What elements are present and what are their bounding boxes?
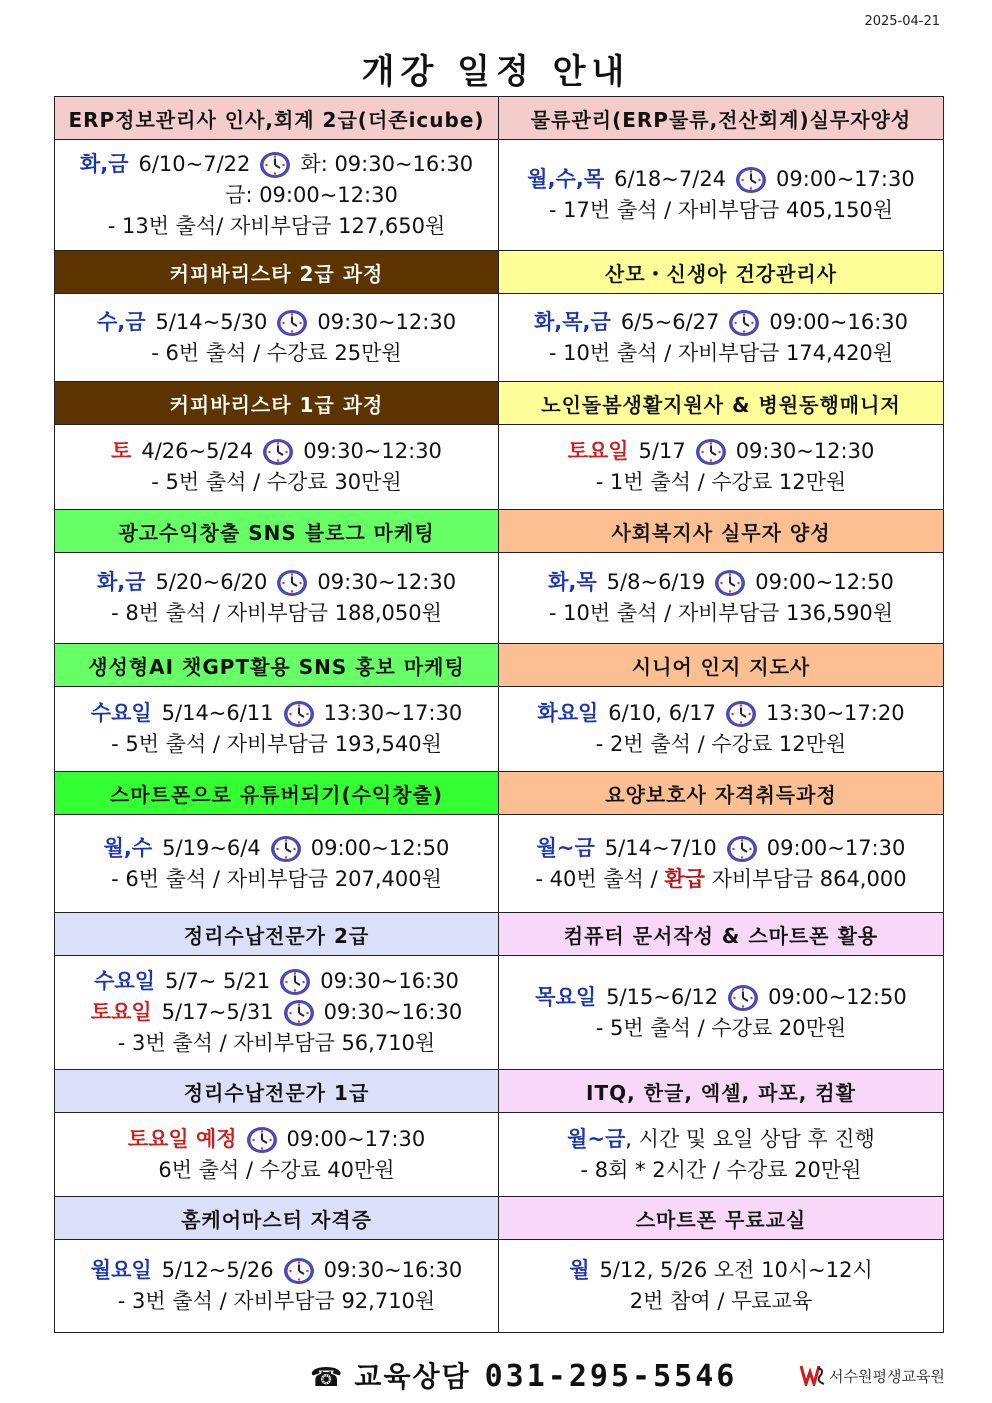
class-time: 09:30~16:30	[323, 1258, 463, 1282]
detail-line	[499, 729, 943, 760]
course-title: ITQ, 한글, 엑셀, 파포, 컴활	[499, 1070, 944, 1113]
fee-info: - 5번 출석 / 수강료 20만원	[595, 1015, 847, 1040]
detail-line	[55, 338, 498, 369]
course-title: 스마트폰 무료교실	[499, 1197, 944, 1240]
course-details	[499, 687, 944, 772]
page-title: 개강 일정 안내	[361, 52, 631, 92]
detail-line	[55, 997, 498, 1028]
logo-mark-icon	[800, 1364, 826, 1390]
course-detail-row	[55, 553, 944, 644]
fee-info: - 5번 출석 / 수강료 30만원	[151, 470, 402, 494]
course-title: 홈케어마스터 자격증	[55, 1197, 499, 1240]
clock-icon	[258, 150, 292, 180]
detail-line	[55, 966, 498, 997]
fee-info: - 8회 * 2시간 / 수강료 20만원	[580, 1157, 862, 1182]
course-details	[499, 1240, 944, 1333]
course-detail-row	[55, 956, 944, 1070]
class-days: 수요일	[94, 969, 155, 993]
course-detail-row	[55, 425, 944, 510]
detail-line	[55, 833, 498, 864]
detail-line	[55, 211, 498, 242]
detail-line	[55, 864, 498, 895]
consultation-label: 교육상담	[354, 1360, 471, 1393]
course-details	[55, 553, 499, 644]
class-days: 월요일	[90, 1258, 152, 1282]
class-period: 6/5~6/27	[620, 309, 720, 334]
detail-line	[55, 1255, 498, 1286]
class-days: 토요일	[90, 1000, 152, 1024]
clock-icon	[694, 437, 728, 467]
detail-line	[499, 307, 943, 338]
class-time: 09:00~17:30	[776, 167, 915, 191]
class-period: 6/10~7/22	[138, 151, 251, 176]
class-period: 4/26~5/24	[141, 439, 254, 463]
class-days: 화,금	[96, 570, 146, 594]
fee-info: - 17번 출석 / 자비부담금 405,150원	[548, 198, 894, 222]
course-detail-row	[55, 140, 944, 251]
course-header-row	[55, 913, 944, 956]
detail-line	[499, 864, 943, 895]
clock-icon	[724, 699, 758, 729]
course-title: ERP정보관리사 인사,회계 2급(더존icube)	[55, 97, 499, 140]
schedule-table	[54, 96, 944, 1333]
class-days: 월,수	[103, 835, 153, 860]
detail-line	[499, 598, 943, 629]
course-header-row	[55, 1070, 944, 1113]
class-days: 수요일	[90, 701, 152, 725]
clock-icon	[261, 437, 295, 467]
fee-info: 2번 참여 / 무료교육	[629, 1289, 813, 1313]
detail-line	[55, 729, 498, 760]
course-title: 노인돌봄생활지원사 & 병원동행매니저	[499, 382, 944, 425]
class-time: 13:30~17:30	[323, 701, 463, 725]
detail-line	[499, 567, 943, 598]
course-details	[55, 425, 499, 510]
clock-icon	[713, 568, 747, 598]
detail-line	[55, 567, 498, 598]
class-period: 5/7~ 5/21	[164, 969, 271, 993]
class-days: 월	[569, 1258, 590, 1282]
class-time: 09:30~12:30	[317, 570, 457, 594]
class-time: 09:00~12:50	[310, 835, 450, 860]
detail-line	[499, 1255, 943, 1286]
fee-info: 6번 출석 / 수강료 40만원	[158, 1157, 395, 1182]
class-days: 화,목	[548, 570, 597, 594]
class-time: 09:30~12:30	[317, 309, 457, 334]
class-period: 5/15~6/12	[606, 984, 719, 1009]
fee-info: - 6번 출석 / 자비부담금 207,400원	[111, 866, 442, 891]
course-title: 생성형AI 챗GPT활용 SNS 홍보 마케팅	[55, 644, 499, 687]
clock-icon	[725, 834, 759, 864]
detail-line	[55, 436, 498, 467]
class-time: 09:00~17:30	[286, 1126, 426, 1151]
class-days: 화요일	[537, 701, 599, 725]
class-days: 토	[111, 439, 132, 463]
course-title: 정리수납전문가 1급	[55, 1070, 499, 1113]
detail-line	[499, 338, 943, 369]
phone-number[interactable]: 031-295-5546	[484, 1359, 738, 1394]
course-detail-row	[55, 294, 944, 382]
fee-info: - 13번 출석/ 자비부담금 127,650원	[107, 213, 446, 238]
detail-line	[499, 195, 943, 226]
detail-line	[55, 1124, 498, 1155]
course-details	[499, 140, 944, 251]
clock-icon	[734, 165, 768, 195]
class-period: 5/20~6/20	[155, 570, 268, 594]
detail-line	[55, 1028, 498, 1059]
phone-icon: ☎	[310, 1363, 345, 1393]
course-title: 광고수익창출 SNS 블로그 마케팅	[55, 510, 499, 553]
clock-icon	[282, 1256, 316, 1286]
course-header-row	[55, 251, 944, 294]
detail-line	[55, 467, 498, 498]
course-detail-row	[55, 687, 944, 772]
class-time: 09:30~16:30	[320, 969, 459, 993]
course-details	[55, 140, 499, 251]
class-days: 월,수,목	[527, 167, 605, 191]
course-details	[55, 1240, 499, 1333]
course-title: 정리수납전문가 2급	[55, 913, 499, 956]
detail-line	[499, 436, 943, 467]
class-days: 화,금	[79, 151, 129, 176]
class-days: 수,금	[96, 309, 146, 334]
course-title: 산모・신생아 건강관리사	[499, 251, 944, 294]
class-days: 화,목,금	[533, 309, 611, 334]
course-details	[499, 425, 944, 510]
detail-line	[499, 1013, 943, 1044]
class-period: 6/18~7/24	[614, 167, 727, 191]
course-title: 커피바리스타 2급 과정	[55, 251, 499, 294]
course-header-row	[55, 772, 944, 815]
clock-icon	[269, 834, 303, 864]
fee-info: - 3번 출석 / 자비부담금 92,710원	[117, 1289, 436, 1313]
fee-info: , 시간 및 요일 상담 후 진행	[625, 1126, 875, 1151]
detail-line	[499, 698, 943, 729]
class-time: 13:30~17:20	[765, 701, 905, 725]
course-header-row	[55, 1197, 944, 1240]
detail-line	[55, 180, 498, 211]
detail-line	[499, 164, 943, 195]
detail-line	[55, 149, 498, 180]
course-title: 요양보호사 자격취득과정	[499, 772, 944, 815]
class-time: 09:00~17:30	[766, 835, 906, 860]
detail-line	[499, 982, 943, 1013]
course-detail-row	[55, 815, 944, 913]
course-details	[55, 687, 499, 772]
class-time: 화: 09:30~16:30	[300, 151, 474, 176]
consultation-contact	[310, 1355, 737, 1395]
class-days: 토요일 예정	[127, 1126, 237, 1151]
institution-logo	[800, 1364, 945, 1390]
clock-icon	[275, 308, 309, 338]
class-period: 5/14~7/10	[604, 835, 717, 860]
detail-line	[499, 833, 943, 864]
course-details	[55, 956, 499, 1070]
class-time: 09:00~12:50	[768, 984, 907, 1009]
refund-badge: 환급	[664, 866, 705, 891]
detail-line	[55, 1286, 498, 1317]
class-period: 5/8~6/19	[606, 570, 706, 594]
clock-icon	[278, 967, 312, 997]
detail-line	[499, 467, 943, 498]
institution-name: 서수원평생교육원	[829, 1367, 945, 1386]
fee-info: - 3번 출석 / 자비부담금 56,710원	[117, 1031, 436, 1055]
detail-line	[499, 1286, 943, 1317]
class-period: 5/17~5/31	[161, 1000, 274, 1024]
class-period: 5/14~6/11	[161, 701, 274, 725]
course-header-row	[55, 97, 944, 140]
detail-line	[499, 1124, 943, 1155]
class-period: 5/14~5/30	[155, 309, 268, 334]
class-time: 09:00~12:50	[755, 570, 894, 594]
fee-info: - 2번 출석 / 수강료 12만원	[595, 732, 847, 756]
fee-info: - 6번 출석 / 수강료 25만원	[151, 340, 402, 365]
clock-icon	[282, 699, 316, 729]
course-title: 물류관리(ERP물류,전산회계)실무자양성	[499, 97, 944, 140]
detail-line	[55, 598, 498, 629]
clock-icon	[245, 1125, 279, 1155]
course-details	[499, 815, 944, 913]
clock-icon	[282, 998, 316, 1028]
course-detail-row	[55, 1113, 944, 1197]
fee-info: - 10번 출석 / 자비부담금 136,590원	[548, 601, 894, 625]
course-header-row	[55, 510, 944, 553]
fee-info: - 8번 출석 / 자비부담금 188,050원	[111, 601, 442, 625]
class-period: 5/12~5/26	[161, 1258, 274, 1282]
fee-info: - 1번 출석 / 수강료 12만원	[595, 470, 847, 494]
class-days: 토요일	[567, 439, 629, 463]
class-period: 5/17	[638, 439, 686, 463]
clock-icon	[726, 983, 760, 1013]
course-header-row	[55, 382, 944, 425]
course-header-row	[55, 644, 944, 687]
class-time: 금: 09:00~12:30	[225, 182, 398, 207]
class-days: 월~금	[536, 835, 595, 860]
class-period: 5/12, 5/26 오전 10시~12시	[599, 1258, 873, 1282]
class-period: 5/19~6/4	[162, 835, 261, 860]
class-days: 목요일	[535, 984, 597, 1009]
course-details	[499, 1113, 944, 1197]
fee-info: - 5번 출석 / 자비부담금 193,540원	[111, 732, 442, 756]
course-details	[499, 294, 944, 382]
course-title: 커피바리스타 1급 과정	[55, 382, 499, 425]
course-title: 시니어 인지 지도사	[499, 644, 944, 687]
detail-line	[55, 307, 498, 338]
course-details	[55, 815, 499, 913]
class-days: 월~금	[567, 1126, 626, 1151]
course-details	[55, 1113, 499, 1197]
clock-icon	[727, 308, 761, 338]
course-details	[499, 956, 944, 1070]
course-title: 스마트폰으로 유튜버되기(수익창출)	[55, 772, 499, 815]
course-detail-row	[55, 1240, 944, 1333]
course-details	[55, 294, 499, 382]
class-time: 09:30~12:30	[303, 439, 442, 463]
fee-info: 자비부담금 864,000	[704, 866, 907, 891]
class-time: 09:30~16:30	[323, 1000, 463, 1024]
class-time: 09:00~16:30	[769, 309, 909, 334]
course-title: 사회복지사 실무자 양성	[499, 510, 944, 553]
class-time: 09:30~12:30	[735, 439, 875, 463]
clock-icon	[275, 568, 309, 598]
document-date: 2025-04-21	[864, 14, 940, 29]
detail-line	[55, 698, 498, 729]
detail-line	[55, 1155, 498, 1186]
attendance-info: - 40번 출석 /	[535, 866, 665, 891]
fee-info: - 10번 출석 / 자비부담금 174,420원	[548, 340, 894, 365]
course-title: 컴퓨터 문서작성 & 스마트폰 활용	[499, 913, 944, 956]
detail-line	[499, 1155, 943, 1186]
class-period: 6/10, 6/17	[608, 701, 716, 725]
course-details	[499, 553, 944, 644]
